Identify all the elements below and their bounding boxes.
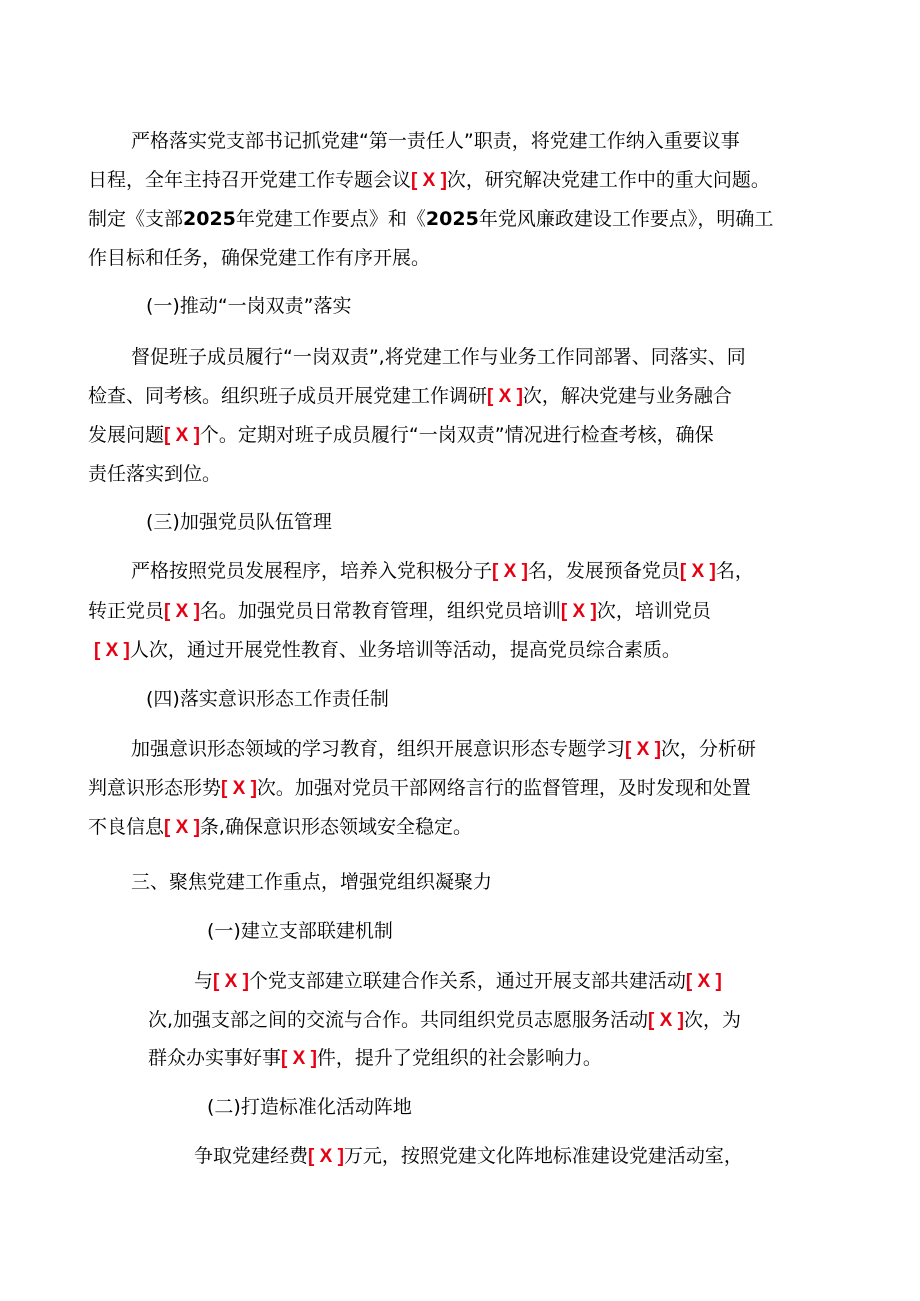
placeholder-mark: [ X ] — [221, 778, 257, 799]
placeholder-mark: [ X ] — [164, 425, 200, 446]
para5-line1 — [194, 968, 722, 994]
para3-line2 — [88, 598, 711, 624]
year: 2025 — [425, 208, 479, 230]
text: 次，解决党建与业务融合 — [522, 385, 732, 407]
placeholder-mark: [ X ] — [560, 601, 597, 622]
text: 年党建工作要点》和《 — [235, 208, 426, 230]
placeholder-mark: [ X ] — [281, 1048, 317, 1069]
placeholder-mark: [ X ] — [94, 640, 130, 661]
para2-line3 — [88, 422, 714, 448]
placeholder-mark: [ X ] — [411, 170, 447, 191]
text: 个。定期对班子成员履行“一岗双责”情况进行检查考核，确保 — [199, 424, 714, 446]
text: 次，分析研 — [660, 738, 756, 760]
text: 次,加强支部之间的交流与合作。共同组织党员志愿服务活动 — [148, 1009, 649, 1031]
para1-line3 — [88, 206, 773, 232]
year: 2025 — [183, 208, 236, 230]
para2-line1: 督促班子成员履行“一岗双责”,将党建工作与业务工作同部署、同落实、同 — [131, 346, 746, 368]
text: 次，为 — [683, 1009, 741, 1031]
text: 严格按照党员发展程序，培养入党积极分子 — [131, 560, 493, 582]
para4-line2 — [88, 775, 751, 801]
text: 争取党建经费 — [194, 1145, 309, 1167]
text: 人次，通过开展党性教育、业务培训等活动，提高党员综合素质。 — [129, 639, 681, 661]
placeholder-mark: [ X ] — [487, 386, 523, 407]
text: 不良信息 — [88, 816, 165, 838]
text: 件，提升了党组织的社会影响力。 — [316, 1047, 602, 1069]
text: 次，培训党员 — [596, 600, 711, 622]
placeholder-mark: [ X ] — [625, 739, 661, 760]
text: 次，研究解决党建工作中的重大问题。 — [446, 169, 770, 191]
para6-line1 — [194, 1143, 743, 1169]
text: 万元，按照党建文化阵地标准建设党建活动室， — [343, 1145, 743, 1167]
para4-line3 — [88, 814, 472, 840]
placeholder-mark: [ X ] — [648, 1010, 684, 1031]
placeholder-mark: [ X ] — [164, 817, 200, 838]
subsection-heading-er: (二)打造标准化活动阵地 — [207, 1096, 412, 1118]
placeholder-mark: [ X ] — [679, 561, 716, 582]
placeholder-mark: [ X ] — [308, 1146, 344, 1167]
para5-line3 — [148, 1045, 602, 1071]
section-heading-si: (四)落实意识形态工作责任制 — [146, 688, 389, 710]
text: 群众办实事好事 — [148, 1047, 282, 1069]
text: 判意识形态形势 — [88, 777, 222, 799]
text: 名， — [715, 560, 754, 582]
placeholder-mark: [ X ] — [492, 561, 528, 582]
para3-line3 — [94, 637, 681, 663]
text: 名。加强党员日常教育管理，组织党员培训 — [199, 600, 561, 622]
text: 制定《支部 — [88, 208, 184, 230]
para2-line4: 责任落实到位。 — [88, 463, 222, 485]
placeholder-mark: [ X ] — [685, 971, 722, 992]
section-heading-yi: (一)推动“一岗双责”落实 — [146, 295, 352, 317]
text: 日程，全年主持召开党建工作专题会议 — [88, 169, 412, 191]
para2-line2 — [88, 383, 732, 409]
para1-line4: 作目标和任务，确保党建工作有序开展。 — [88, 247, 431, 269]
para4-line1 — [131, 736, 756, 762]
section-heading-san: (三)加强党员队伍管理 — [146, 511, 332, 533]
para5-line2 — [148, 1007, 741, 1033]
section-3-heading: 三、聚焦党建工作重点，增强党组织凝聚力 — [131, 871, 493, 893]
placeholder-mark: [ X ] — [164, 601, 200, 622]
text: 加强意识形态领域的学习教育，组织开展意识形态专题学习 — [131, 738, 626, 760]
para1-line1: 严格落实党支部书记抓党建“第一责任人”职责，将党建工作纳入重要议事 — [131, 130, 740, 152]
text: 发展问题 — [88, 424, 165, 446]
placeholder-mark: [ X ] — [213, 971, 249, 992]
text: 检查、同考核。组织班子成员开展党建工作调研 — [88, 385, 488, 407]
text: 转正党员 — [88, 600, 165, 622]
text: 年党风廉政建设工作要点》，明确工 — [478, 208, 774, 230]
text: 条,确保意识形态领域安全稳定。 — [199, 816, 472, 838]
subsection-heading-yi: (一)建立支部联建机制 — [207, 920, 393, 942]
text: 次。加强对党员干部网络言行的监督管理，及时发现和处置 — [256, 777, 751, 799]
para1-line2 — [88, 167, 770, 193]
text: 个党支部建立联建合作关系，通过开展支部共建活动 — [248, 970, 686, 992]
text: 名，发展预备党员 — [527, 560, 680, 582]
text: 与 — [194, 970, 214, 992]
para3-line1 — [131, 558, 754, 584]
